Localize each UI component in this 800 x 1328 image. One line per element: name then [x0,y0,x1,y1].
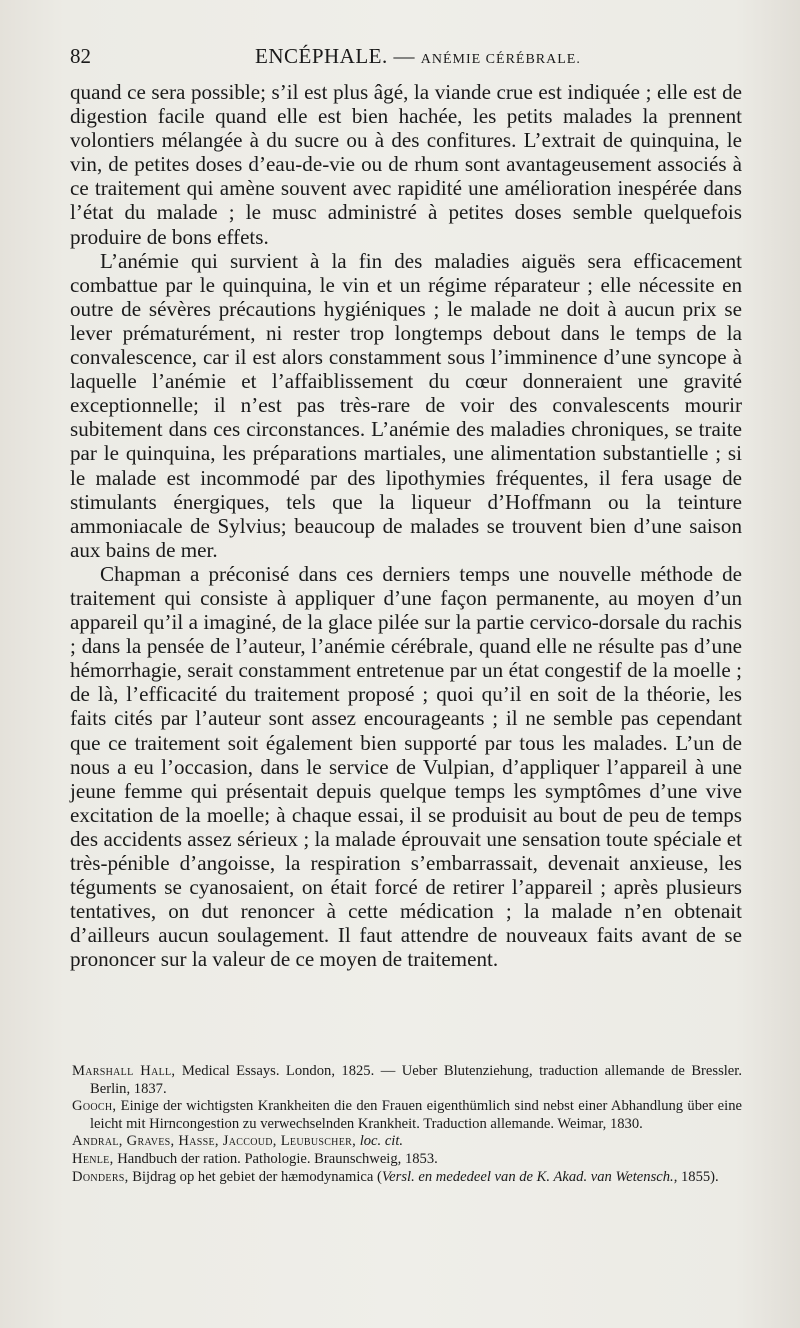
body-text [70,80,742,971]
reference-italic: loc. cit. [359,1133,404,1150]
paragraph-2: L’anémie qui survient à la fin des maladies aiguës sera efficacement combattue par le quinquina, le vin et un régime réparateur ; elle nécessite en outre de sévères précautions hygiéniques ; le malade ne doit à aucun prix se lever prématurément, ni rester trop longtemps debout dans le temps de la convalescence, car il est alors constamment sous l’imminence d’une syncope à laquelle l’anémie et l’affaiblissement du cœur donneraient une gravité exceptionnelle; il n’est pas très-rare de voir des convalescents mourir subitement dans ces circonstances. L’anémie des maladies chroniques, se traite par le quinquina, les préparations martiales, une alimentation substantielle ; si le malade est incommodé par des lipothymies fréquentes, il fera usage de stimulants énergiques, tels que la liqueur d’Hoffmann ou la teinture ammoniacale de Sylvius; beaucoup de malades se trouvent bien d’une saison aux bains de mer. [70,248,742,562]
page-number: 82 [70,44,91,68]
reference-5 [72,1169,742,1187]
reference-2 [72,1098,742,1133]
paragraph-3: Chapman a préconisé dans ces derniers temps une nouvelle méthode de traitement qui consiste à appliquer d’une façon permanente, au moyen d’un appareil qu’il a imaginé, de la glace pilée sur la partie cervico-dorsale du rachis ; dans la pensée de l’auteur, l’anémie cérébrale, quand elle ne résulte pas d’une hémorrhagie, serait constamment entretenue par un état congestif de la moelle ; de là, l’efficacité du traitement proposé ; quoi qu’il en soit de la théorie, les faits cités par l’auteur sont assez encourageants ; il ne semble pas cependant que ce traitement soit également bien supporté par tous les malades. L’un de nous a eu l’occasion, dans le service de Vulpian, d’appliquer l’appareil à une jeune femme qui présentait depuis quelque temps les symptômes d’une vive excitation de la moelle; à chaque essai, il se produisit au bout de peu de temps des accidents assez sérieux ; la malade éprouvait une sensation toute spéciale et très-pénible d’angoisse, la respiration s’embarrassait, devenait anxieuse, les téguments se cyanosaient, on était forcé de retirer l’appareil ; après plusieurs tentatives, on dut renoncer à cette médication ; la malade n’en obtenait d’ailleurs aucun soulagement. Il faut attendre de nouveaux faits avant de se prononcer sur la valeur de ce moyen de traitement. [70,561,742,972]
chapter-title: ENCÉPHALE. [255,44,388,68]
reference-authors: Marshall Hall, [72,1063,176,1079]
reference-authors: Andral, Graves, Hasse, Jaccoud, Leubuscher, [72,1133,357,1150]
title-dash: — [393,44,415,68]
reference-authors: Gooch, [72,1098,117,1115]
reference-1 [72,1063,742,1098]
reference-text: Medical Essays. London, 1825. — Ueber Blutenziehung, traduction allemande de Bressler. Berlin, 1837. [90,1063,742,1097]
reference-3 [72,1133,742,1151]
reference-tail: , 1855). [673,1168,719,1185]
reference-4 [72,1151,742,1169]
running-header [70,44,738,74]
reference-authors: Henle, [72,1150,114,1167]
bibliography [72,1063,742,1186]
section-title: ANÉMIE CÉRÉBRALE. [420,52,581,67]
running-title [255,44,581,69]
reference-authors: Donders, [72,1168,129,1185]
paragraph-1: quand ce sera possible; s’il est plus âgé, la viande crue est indiquée ; elle est de digestion facile quand elle est bien hachée, les petits malades la prennent volontiers mélangée à du sucre ou à des confitures. L’extrait de quinquina, le vin, de petites doses d’eau-de-vie ou de rhum sont avantageusement associés à ce traitement qui amène souvent avec rapidité une amélioration inespérée dans l’état du malade ; le musc administré à petites doses semble quelquefois produire de bons effets. [70,80,742,249]
reference-text: Handbuch der ration. Pathologie. Braunschweig, 1853. [113,1150,438,1167]
reference-text: Bijdrag op het gebiet der hæmodynamica ( [128,1168,382,1185]
reference-text: Einige der wichtigsten Krankheiten die den Frauen eigenthümlich sind nebst einer Abhandlung über eine leicht mit Hirncongestion zu verwechselnden Krankheit. Traduction allemande. Weimar, 1830. [90,1098,742,1132]
reference-italic: Versl. en mededeel van de K. Akad. van Wetensch. [381,1168,674,1185]
